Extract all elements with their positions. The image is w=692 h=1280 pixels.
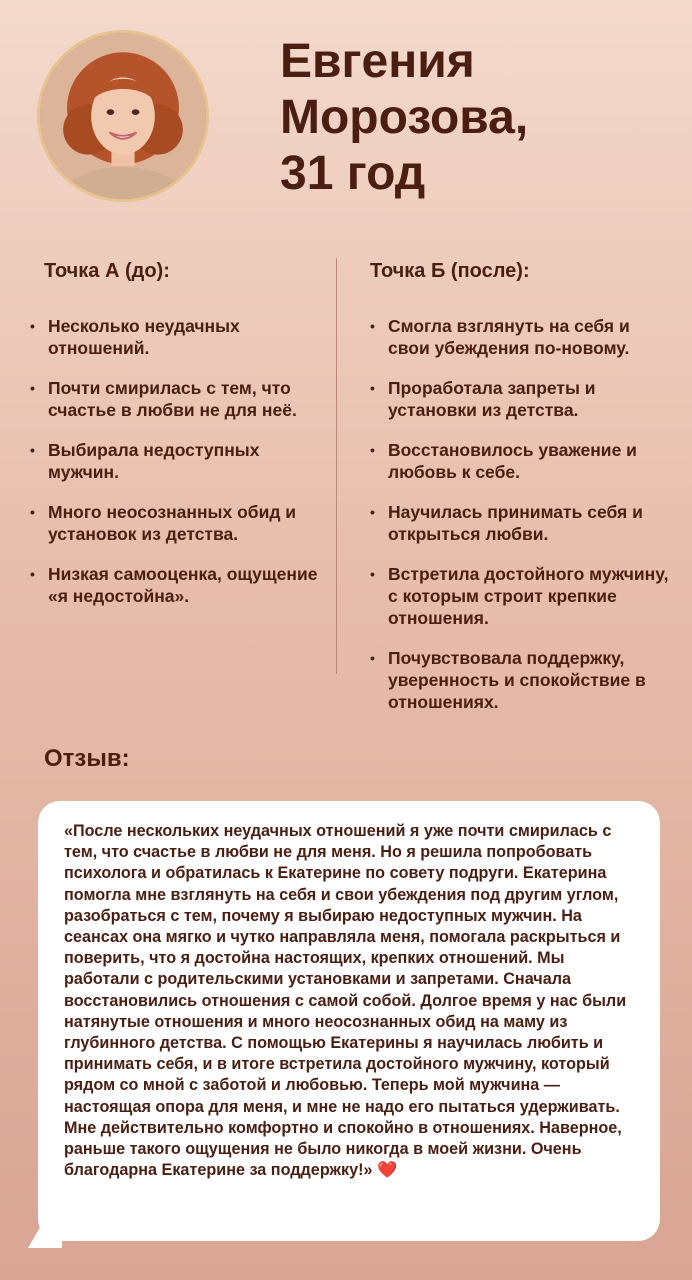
before-title: Точка А (до): bbox=[44, 260, 170, 282]
after-item-2: • Проработала запреты и установки из детства. bbox=[370, 377, 670, 421]
avatar-portrait bbox=[40, 33, 206, 199]
before-item-4: • Много неосознанных обид и установок из детства. bbox=[30, 501, 326, 545]
after-item-5: • Встретила достойного мужчину, с которым строит крепкие отношения. bbox=[370, 563, 670, 629]
before-list bbox=[30, 315, 326, 625]
after-item-3: • Восстановилось уважение и любовь к себе. bbox=[370, 439, 670, 483]
name-line-1: Евгения bbox=[280, 35, 475, 88]
avatar bbox=[37, 30, 209, 202]
name-line-3: 31 год bbox=[280, 147, 426, 200]
review-text: «После нескольких неудачных отношений я уже почти смирилась с тем, что счастье в любви не для меня. Но я решила попробовать психолога и обратилась к Екатерине по совету подруги. Екатерина помогла мне взглянуть на себя и свои убеждения под другим углом, разобраться с тем, почему я выбираю недоступных мужчин. На сеансах она мягко и чутко направляла меня, помогала раскрыться и поверить, что я достойна настоящих, крепких отношений. Мы работали с родительскими установками и запретами. Сначала восстановились отношения с самой собой. Долгое время у нас были натянутые отношения и много неосознанных обид на маму из глубинного детства. С помощью Екатерины я научилась любить и принимать себя, и в итоге встретила достойного мужчину, который рядом со мной с заботой и любовью. Теперь мой мужчина — настоящая опора для меня, и мне не надо его пытаться удерживать. Мне действительно комфортно и спокойно в отношениях. Наверное, раньше такого ощущения не было никогда в моей жизни. Очень благодарна Екатерине за поддержку!» bbox=[64, 822, 627, 1180]
after-item-4: • Научилась принимать себя и открыться любви. bbox=[370, 501, 670, 545]
review-title: Отзыв: bbox=[44, 745, 130, 772]
after-item-1: • Смогла взглянуть на себя и свои убеждения по-новому. bbox=[370, 315, 670, 359]
after-list bbox=[370, 315, 670, 731]
profile-name bbox=[280, 34, 680, 202]
review-bubble bbox=[38, 801, 660, 1241]
review-text-block bbox=[64, 821, 640, 1181]
column-divider bbox=[336, 258, 337, 674]
heart-icon: ❤️ bbox=[376, 1161, 398, 1180]
after-item-6: • Почувствовала поддержку, уверенность и спокойствие в отношениях. bbox=[370, 647, 670, 713]
before-item-5: • Низкая самооценка, ощущение «я недостойна». bbox=[30, 563, 326, 607]
before-item-1: • Несколько неудачных отношений. bbox=[30, 315, 326, 359]
before-item-2: • Почти смирилась с тем, что счастье в любви не для неё. bbox=[30, 377, 326, 421]
before-item-3: • Выбирала недоступных мужчин. bbox=[30, 439, 326, 483]
after-title: Точка Б (после): bbox=[370, 260, 530, 282]
name-line-2: Морозова, bbox=[280, 91, 529, 144]
